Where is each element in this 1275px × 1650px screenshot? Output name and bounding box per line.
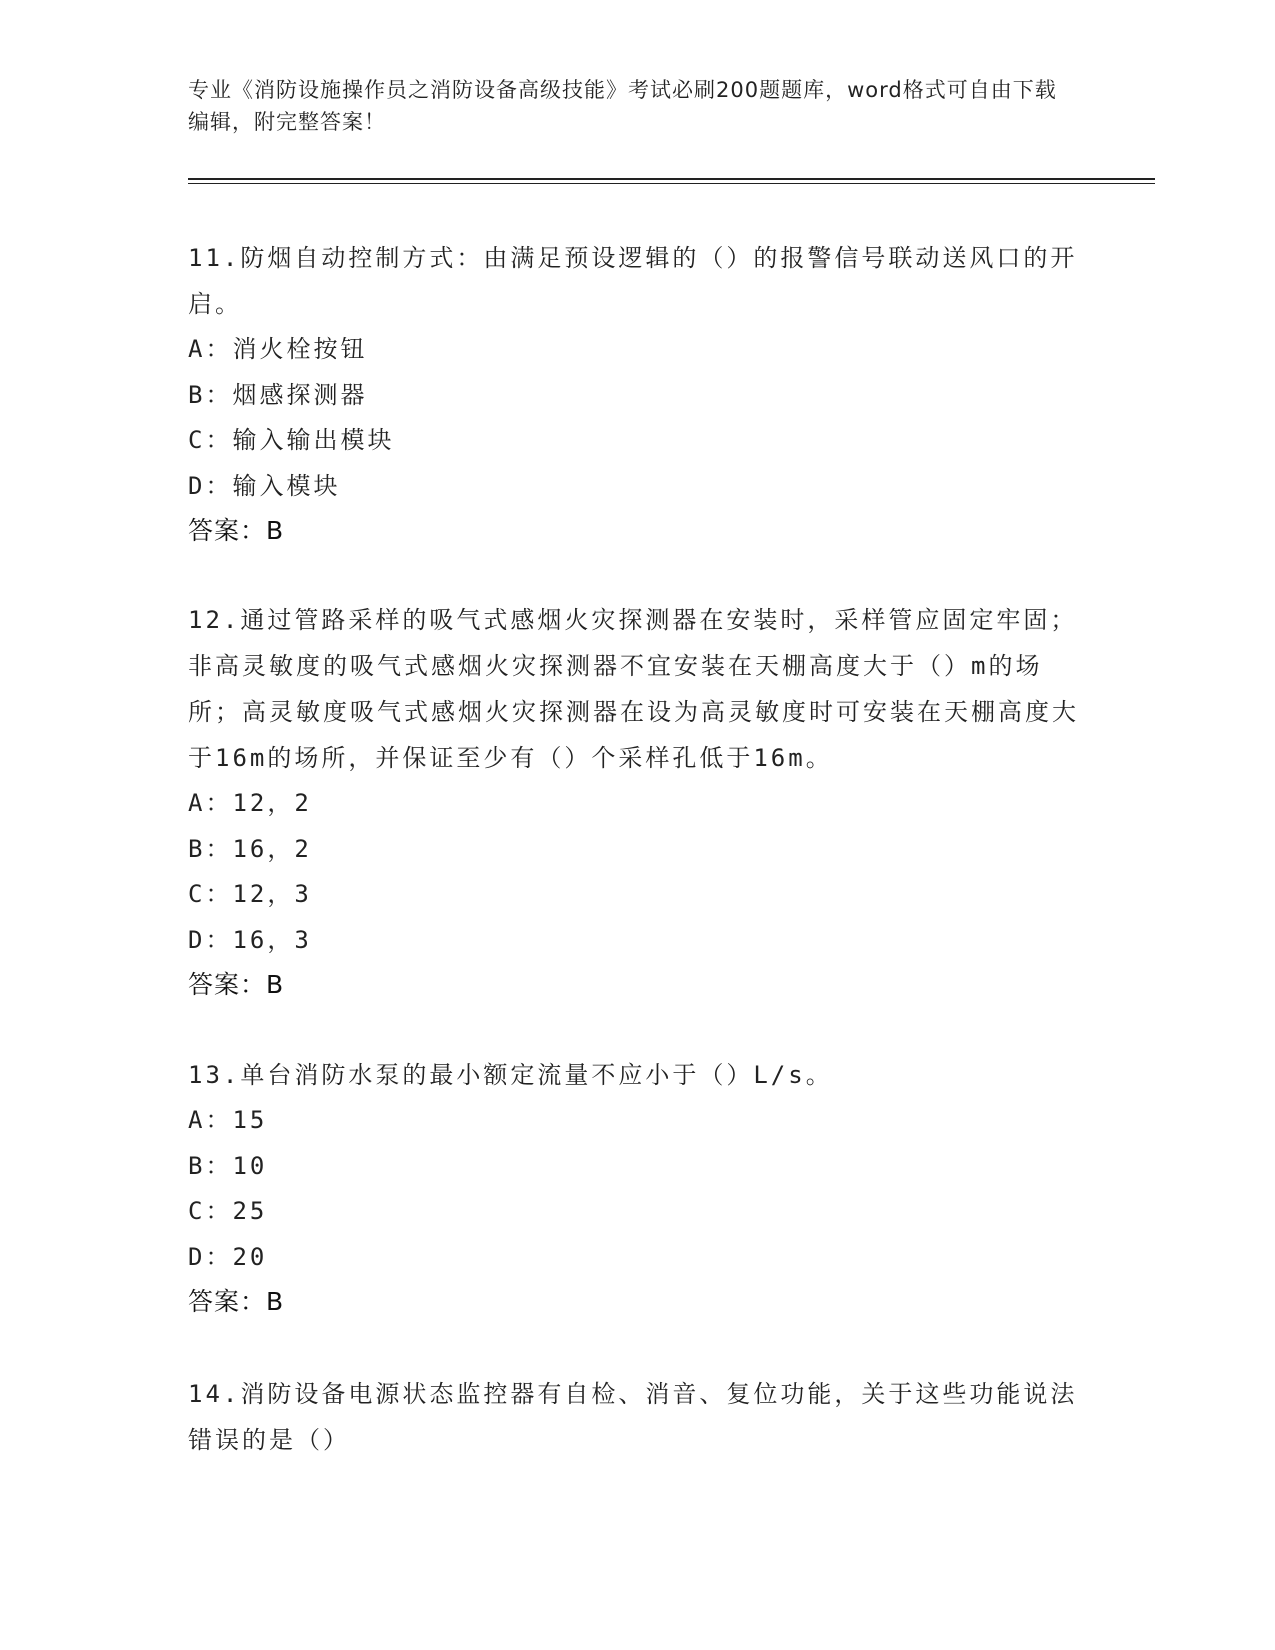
question-stem: 14.消防设备电源状态监控器有自检、消音、复位功能，关于这些功能说法错误的是（）	[188, 1380, 1078, 1454]
answer: 答案：B	[188, 970, 285, 999]
option-d: D：20	[188, 1242, 268, 1271]
option-b: B：10	[188, 1151, 268, 1180]
question-stem: 11.防烟自动控制方式：由满足预设逻辑的（）的报警信号联动送风口的开启。	[188, 244, 1078, 318]
header-divider	[188, 178, 1155, 184]
document-header: 专业《消防设施操作员之消防设备高级技能》考试必刷200题题库，word格式可自由下载编辑，附完整答案！	[188, 78, 1057, 134]
option-a: A：12，2	[188, 789, 312, 817]
option-b: B：16，2	[188, 834, 312, 863]
question-12	[188, 597, 1088, 1007]
question-stem: 12.通过管路采样的吸气式感烟火灾探测器在安装时，采样管应固定牢固；非高灵敏度的吸气式感烟火灾探测器不宜安装在天棚高度大于（）m的场所；高灵敏度吸气式感烟火灾探测器在设为高灵敏度时可安装在天棚高度大于16m的场所，并保证至少有（）个采样孔低于16m。	[188, 606, 1079, 772]
question-11	[188, 235, 1088, 553]
option-a: A：15	[188, 1106, 268, 1134]
option-d: D：输入模块	[188, 471, 341, 500]
option-b: B：烟感探测器	[188, 380, 368, 409]
option-c: C：25	[188, 1197, 268, 1225]
option-d: D：16，3	[188, 925, 312, 954]
option-c: C：输入输出模块	[188, 426, 395, 454]
answer: 答案：B	[188, 516, 285, 545]
question-13	[188, 1052, 1088, 1324]
option-a: A：消火栓按钮	[188, 335, 368, 363]
option-c: C：12，3	[188, 880, 312, 908]
question-stem: 13.单台消防水泵的最小额定流量不应小于（）L/s。	[188, 1061, 833, 1089]
question-14	[188, 1371, 1088, 1463]
answer: 答案：B	[188, 1287, 285, 1316]
